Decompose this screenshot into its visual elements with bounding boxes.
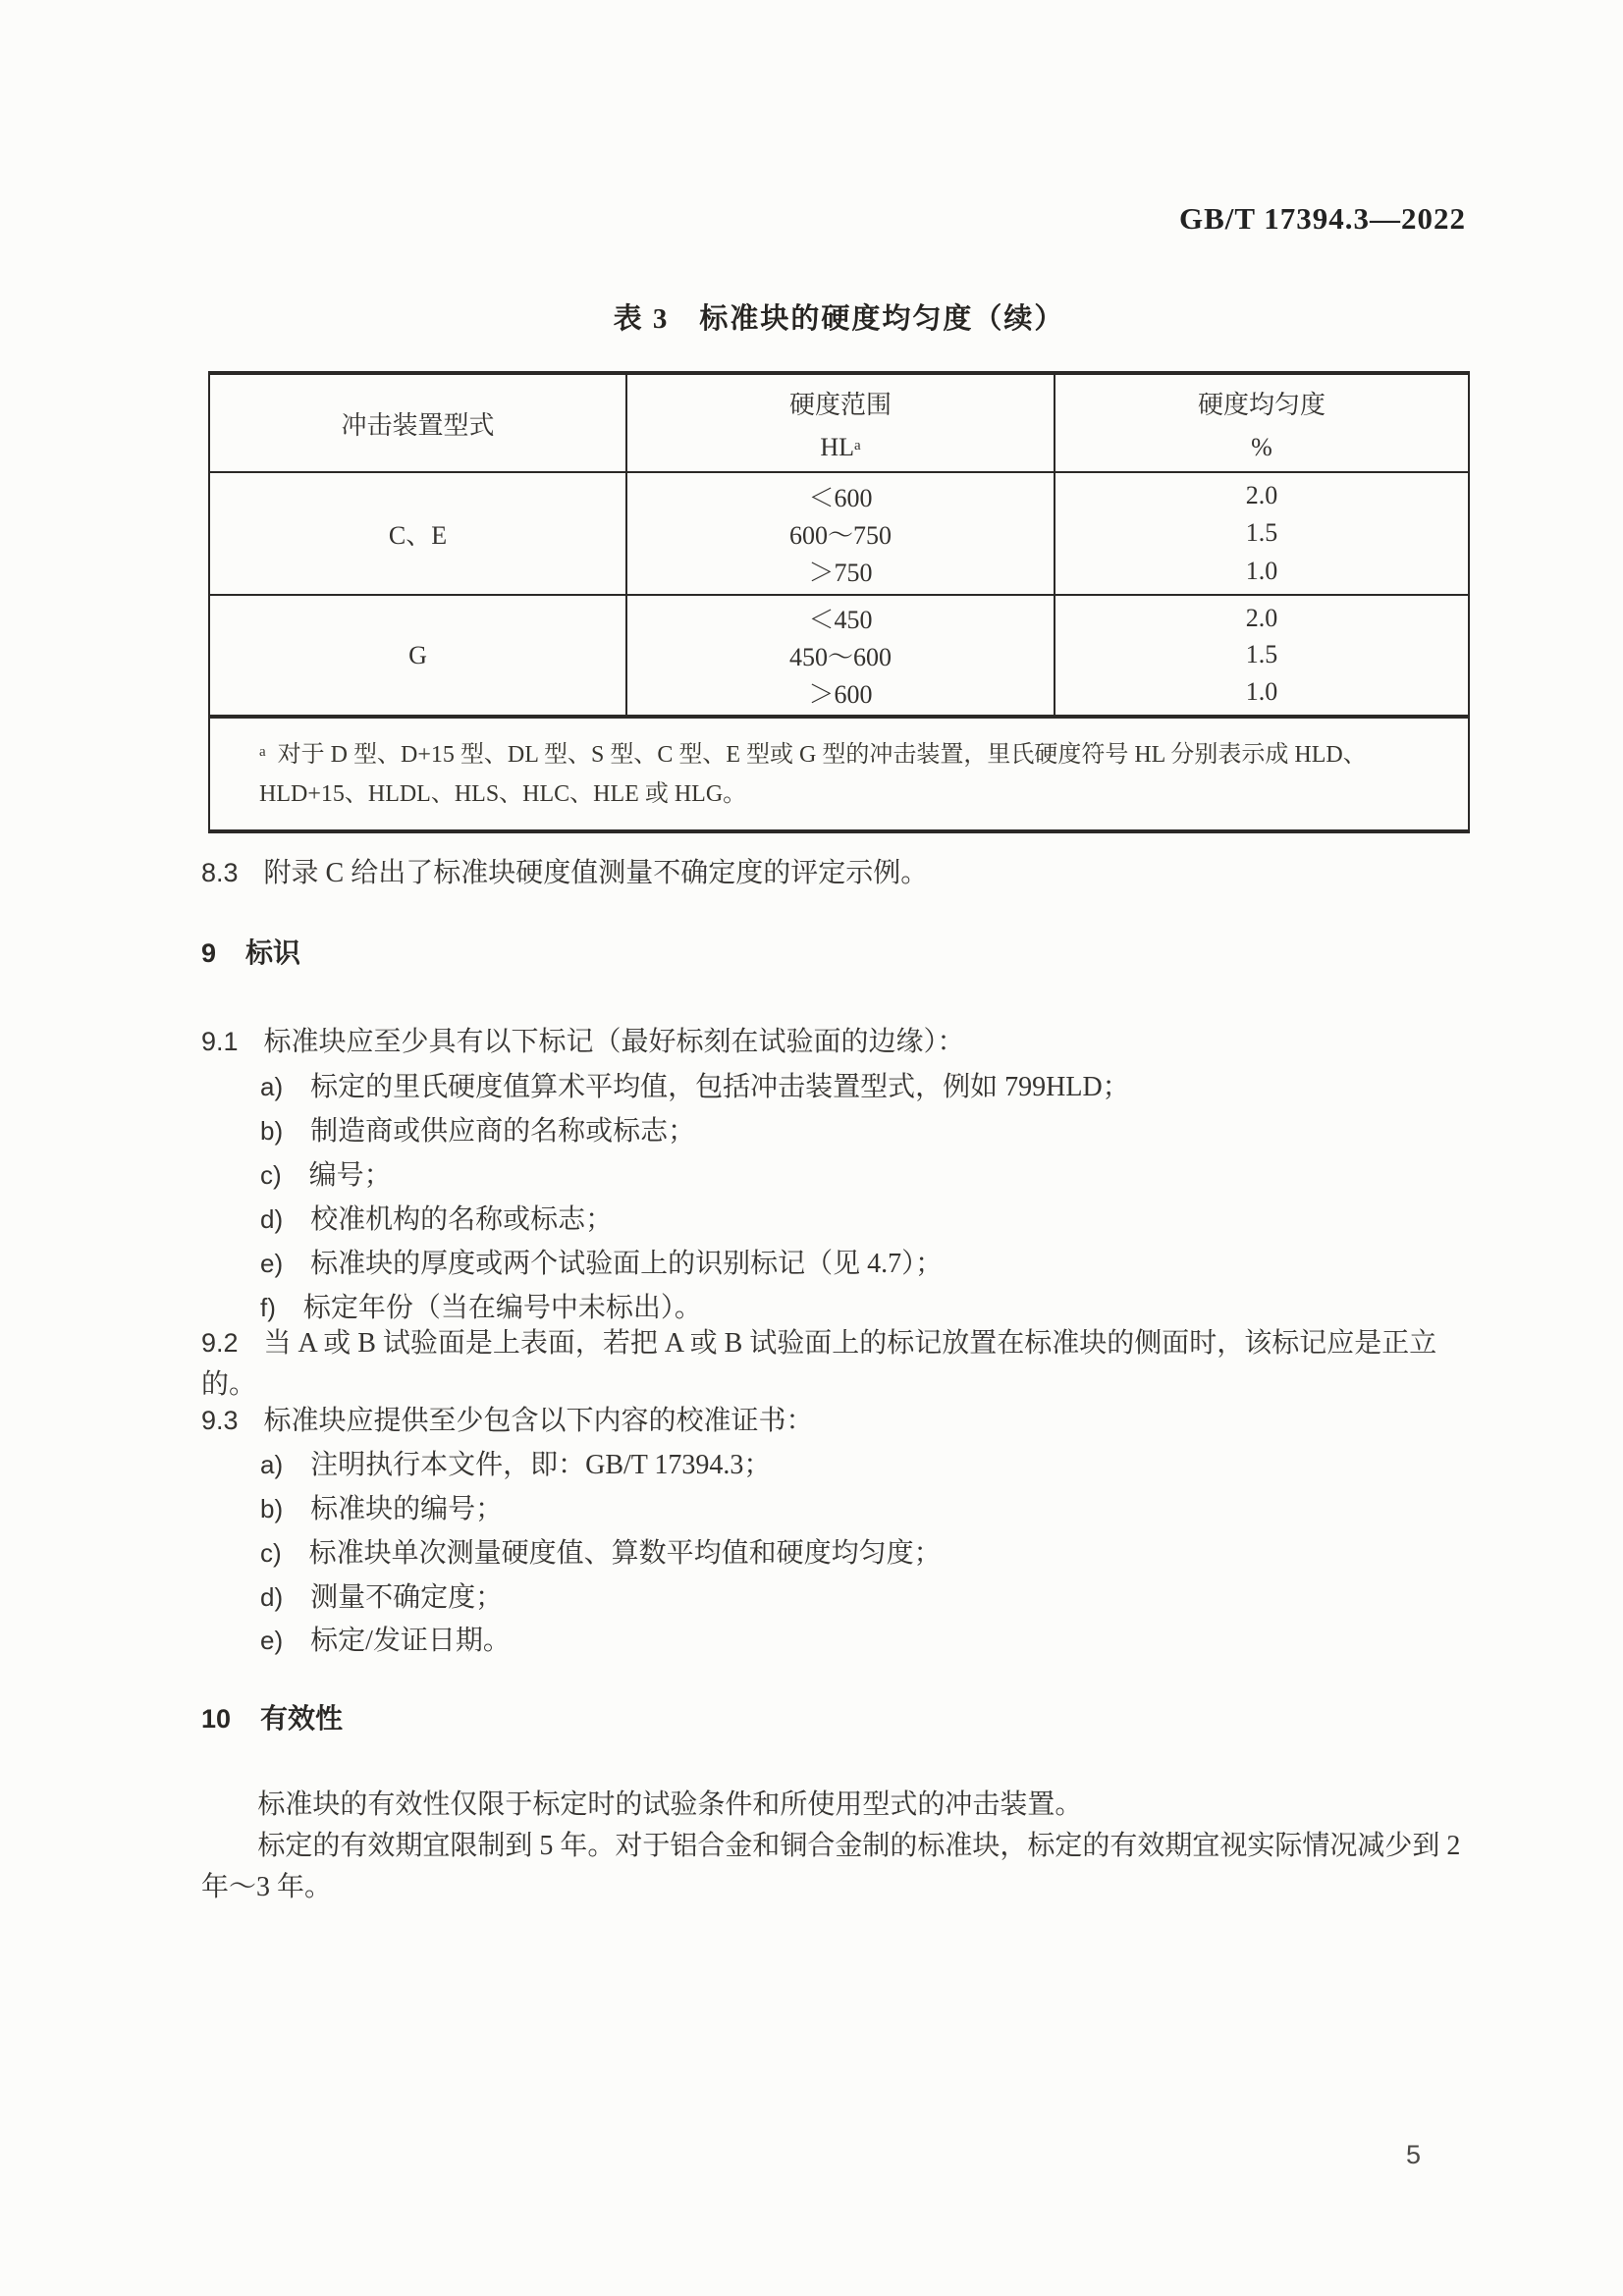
item-label: e): [260, 1626, 284, 1655]
range-value: ＜600: [808, 483, 873, 512]
device-type-cell: C、E: [210, 473, 627, 594]
clause-number: 9.2: [201, 1328, 239, 1358]
column-header-label: 冲击装置型式: [341, 410, 495, 440]
section-title: 标识: [245, 938, 301, 969]
section-heading-10: [201, 1698, 1478, 1740]
section-number: 9: [201, 938, 217, 968]
page-number: 5: [1406, 2140, 1422, 2169]
table-title: 表 3 标准块的硬度均匀度（续）: [613, 303, 1065, 335]
clause-text: 标准块应提供至少包含以下内容的校准证书：: [263, 1406, 814, 1436]
list-item: [260, 1199, 1478, 1241]
standard-code: GB/T 17394.3—2022: [1178, 201, 1466, 236]
item-text: 标准块单次测量硬度值、算数平均值和硬度均匀度；: [308, 1538, 942, 1569]
uniformity-cells: [1055, 473, 1468, 594]
clause-8-3: [201, 852, 1478, 894]
uniformity-value: 1.5: [1245, 640, 1278, 669]
item-label: d): [260, 1204, 284, 1234]
item-text: 测量不确定度；: [310, 1582, 504, 1613]
list-item: [260, 1110, 1478, 1152]
list-item: [260, 1532, 1478, 1575]
column-header-unit: %: [1251, 432, 1272, 461]
range-value: ＜450: [808, 606, 873, 635]
clause-text: 附录 C 给出了标准块硬度值测量不确定度的评定示例。: [263, 858, 929, 888]
list-item: [260, 1243, 1478, 1285]
item-label: c): [260, 1538, 282, 1568]
column-header-impact-device: [210, 375, 627, 471]
item-text: 校准机构的名称或标志；: [310, 1204, 614, 1235]
list-item: [260, 1154, 1478, 1197]
list-item: [260, 1066, 1478, 1108]
item-label: a): [260, 1450, 284, 1479]
item-label: d): [260, 1582, 284, 1612]
section-number: 10: [201, 1704, 232, 1734]
list-item: [260, 1620, 1478, 1662]
table-footnote: [210, 719, 1468, 829]
list-item: [260, 1576, 1478, 1619]
clause-10-paragraph-2: 标定的有效期宜限制到 5 年。对于铝合金和铜合金制的标准块，标定的有效期宜视实际情况减少到 2 年～3 年。: [201, 1831, 1461, 1902]
uniformity-cells: [1055, 596, 1468, 715]
clause-10-paragraph-1: 标准块的有效性仅限于标定时的试验条件和所使用型式的冲击装置。: [257, 1789, 1083, 1820]
table-row-group-g: [210, 596, 1468, 719]
list-item: [260, 1444, 1478, 1486]
range-value: ＞750: [808, 559, 873, 588]
item-text: 标准块的编号；: [310, 1494, 504, 1524]
table-row-group-ce: [210, 473, 1468, 596]
uniformity-value: 1.5: [1245, 518, 1278, 548]
footnote-marker-ref: a: [854, 437, 861, 454]
clause-number: 9.1: [201, 1027, 239, 1056]
range-value: 600～750: [788, 520, 892, 550]
clause-9-2: [201, 1322, 1478, 1406]
footnote-text: 对于 D 型、D+15 型、DL 型、S 型、C 型、E 型或 G 型的冲击装置，里氏硬度符号 HL 分别表示成 HLD、HLD+15、HLDL、HLS、HLC、HLE 或 HLG。: [259, 742, 1367, 807]
item-text: 标定/发证日期。: [310, 1626, 511, 1656]
footnote-marker: a: [259, 744, 266, 760]
clause-number: 9.3: [201, 1406, 239, 1435]
item-text: 注明执行本文件，即：GB/T 17394.3；: [310, 1450, 772, 1480]
section-title: 有效性: [260, 1704, 344, 1735]
column-header-hardness-range: [627, 375, 1055, 471]
column-header-unit: $HL^a$: [820, 432, 861, 461]
clause-number: 8.3: [201, 858, 239, 887]
item-label: b): [260, 1494, 284, 1523]
item-text: 编号；: [308, 1160, 392, 1191]
clause-9-1: [201, 1021, 1478, 1063]
clause-9-3: [201, 1400, 1478, 1442]
item-label: f): [260, 1293, 276, 1322]
uniformity-value: 2.0: [1245, 603, 1278, 632]
section-heading-9: [201, 933, 1478, 975]
clause-text: 当 A 或 B 试验面是上表面，若把 A 或 B 试验面上的标记放置在标准块的侧面时，该标记应是正立的。: [201, 1328, 1437, 1400]
item-label: b): [260, 1116, 284, 1146]
uniformity-value: 1.0: [1245, 677, 1278, 707]
range-cells: [627, 596, 1055, 715]
item-label: e): [260, 1249, 284, 1278]
range-value: 450～600: [788, 642, 892, 671]
range-cells: [627, 473, 1055, 594]
item-text: 标定的里氏硬度值算术平均值，包括冲击装置型式，例如 799HLD；: [310, 1072, 1130, 1102]
item-text: 标定年份（当在编号中未标出）。: [302, 1293, 702, 1323]
uniformity-value: 1.0: [1245, 556, 1278, 585]
column-header-label: 硬度均匀度: [1197, 390, 1325, 419]
uniformity-value: 2.0: [1245, 481, 1278, 510]
list-item: [260, 1488, 1478, 1530]
range-value: ＞600: [808, 679, 873, 709]
item-text: 标准块的厚度或两个试验面上的识别标记（见 4.7）；: [310, 1249, 944, 1279]
column-header-uniformity: [1055, 375, 1468, 471]
column-header-label: 硬度范围: [788, 390, 892, 419]
table-3-hardness-uniformity: [208, 371, 1470, 833]
item-label: c): [260, 1160, 282, 1190]
item-label: a): [260, 1072, 284, 1101]
table-header-row: [210, 375, 1468, 473]
item-text: 制造商或供应商的名称或标志；: [310, 1116, 696, 1147]
device-type-cell: G: [210, 596, 627, 715]
clause-text: 标准块应至少具有以下标记（最好标刻在试验面的边缘）：: [263, 1027, 965, 1057]
